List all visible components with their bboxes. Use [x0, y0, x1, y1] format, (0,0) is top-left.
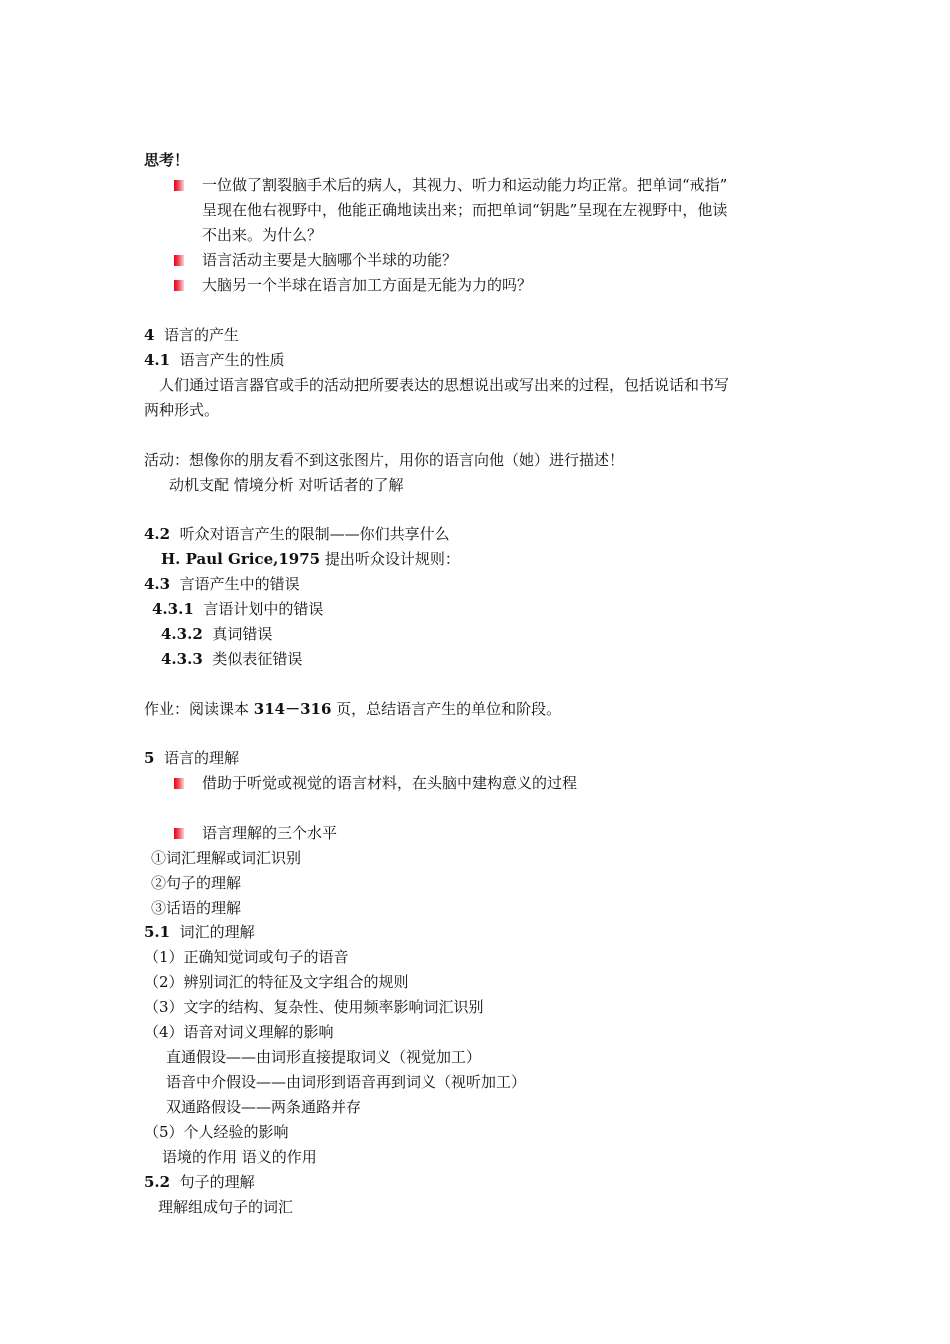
hypothesis-phonological-mediation: 语音中介假设——由词形到语音再到词义（视听加工） — [166, 1073, 527, 1091]
homework-tail: 页，总结语言产生的单位和阶段。 — [331, 700, 562, 718]
comprehension-level-3: ③话语的理解 — [151, 899, 242, 917]
section-4-number: 4 — [144, 326, 155, 344]
section-4-heading — [144, 323, 239, 348]
section-5-number: 5 — [144, 749, 155, 767]
red-square-bullet-icon — [174, 828, 184, 839]
section-4-2-reference — [161, 547, 460, 572]
think-heading: 思考！ — [144, 151, 190, 169]
think-question-2: 语言活动主要是大脑哪个半球的功能？ — [202, 251, 458, 269]
section-4-2-number: 4.2 — [144, 525, 171, 543]
lexical-point-5: （5）个人经验的影响 — [144, 1123, 289, 1141]
red-square-bullet-icon — [174, 255, 184, 266]
red-square-bullet-icon — [174, 180, 184, 191]
activity-points: 动机支配 情境分析 对听话者的了解 — [169, 476, 404, 494]
section-4-3-3-title: 类似表征错误 — [212, 650, 303, 668]
grice-citation: H. Paul Grice,1975 — [161, 550, 321, 568]
think-question-1-line-2: 呈现在他右视野中，他能正确地读出来；而把单词“钥匙”呈现在左视野中，他读 — [202, 201, 728, 219]
section-4-3-1-heading — [152, 597, 323, 622]
section-5-2-detail: 理解组成句子的词汇 — [158, 1198, 294, 1216]
grice-citation-tail: 提出听众设计规则： — [320, 550, 460, 568]
section-4-1-title: 语言产生的性质 — [179, 351, 285, 369]
section-5-1-heading — [144, 920, 255, 945]
section-4-1-text-line-2: 两种形式。 — [144, 401, 220, 419]
comprehension-levels-title: 语言理解的三个水平 — [202, 824, 338, 842]
lexical-point-1: （1）正确知觉词或句子的语音 — [144, 948, 349, 966]
section-5-2-heading — [144, 1170, 255, 1195]
red-square-bullet-icon — [174, 280, 184, 291]
section-5-heading — [144, 746, 239, 771]
section-4-1-heading — [144, 348, 285, 373]
section-4-1-number: 4.1 — [144, 351, 171, 369]
section-4-3-2-title: 真词错误 — [212, 625, 273, 643]
lexical-point-2: （2）辨别词汇的特征及文字组合的规则 — [144, 973, 409, 991]
lexical-point-3: （3）文字的结构、复杂性、使用频率影响词汇识别 — [144, 998, 484, 1016]
section-4-3-1-number: 4.3.1 — [152, 600, 194, 618]
section-4-3-title: 言语产生中的错误 — [179, 575, 300, 593]
red-square-bullet-icon — [174, 778, 184, 789]
lexical-point-5-detail: 语境的作用 语义的作用 — [162, 1148, 317, 1166]
comprehension-level-1: ①词汇理解或词汇识别 — [151, 849, 302, 867]
hypothesis-direct: 直通假设——由词形直接提取词义（视觉加工） — [166, 1048, 482, 1066]
lexical-point-4: （4）语音对词义理解的影响 — [144, 1023, 334, 1041]
section-5-title: 语言的理解 — [163, 749, 239, 767]
section-4-title: 语言的产生 — [163, 326, 239, 344]
section-4-3-1-title: 言语计划中的错误 — [203, 600, 324, 618]
section-4-3-2-number: 4.3.2 — [161, 625, 203, 643]
hypothesis-dual-route: 双通路假设——两条通路并存 — [166, 1098, 362, 1116]
section-4-3-heading — [144, 572, 300, 597]
section-5-1-title: 词汇的理解 — [179, 923, 255, 941]
homework-text — [144, 697, 561, 722]
homework-pages: 314－316 — [253, 700, 332, 718]
activity-text: 活动：想像你的朋友看不到这张图片，用你的语言向他（她）进行描述！ — [144, 451, 625, 469]
section-4-3-2-heading — [161, 622, 272, 647]
think-question-1-line-3: 不出来。为什么？ — [202, 226, 323, 244]
section-4-3-number: 4.3 — [144, 575, 171, 593]
section-5-1-number: 5.1 — [144, 923, 171, 941]
section-4-3-3-heading — [161, 647, 302, 672]
section-4-3-3-number: 4.3.3 — [161, 650, 203, 668]
comprehension-definition: 借助于听觉或视觉的语言材料，在头脑中建构意义的过程 — [202, 774, 578, 792]
section-4-1-text-line-1: 人们通过语言器官或手的活动把所要表达的思想说出或写出来的过程，包括说话和书写 — [159, 376, 730, 394]
section-4-2-title: 听众对语言产生的限制——你们共享什么 — [179, 525, 450, 543]
think-question-1-line-1: 一位做了割裂脑手术后的病人，其视力、听力和运动能力均正常。把单词“戒指” — [202, 176, 728, 194]
homework-lead: 作业：阅读课本 — [144, 700, 254, 718]
section-5-2-number: 5.2 — [144, 1173, 171, 1191]
think-question-3: 大脑另一个半球在语言加工方面是无能为力的吗？ — [202, 276, 533, 294]
comprehension-level-2: ②句子的理解 — [151, 874, 242, 892]
section-5-2-title: 句子的理解 — [179, 1173, 255, 1191]
section-4-2-heading — [144, 522, 450, 547]
